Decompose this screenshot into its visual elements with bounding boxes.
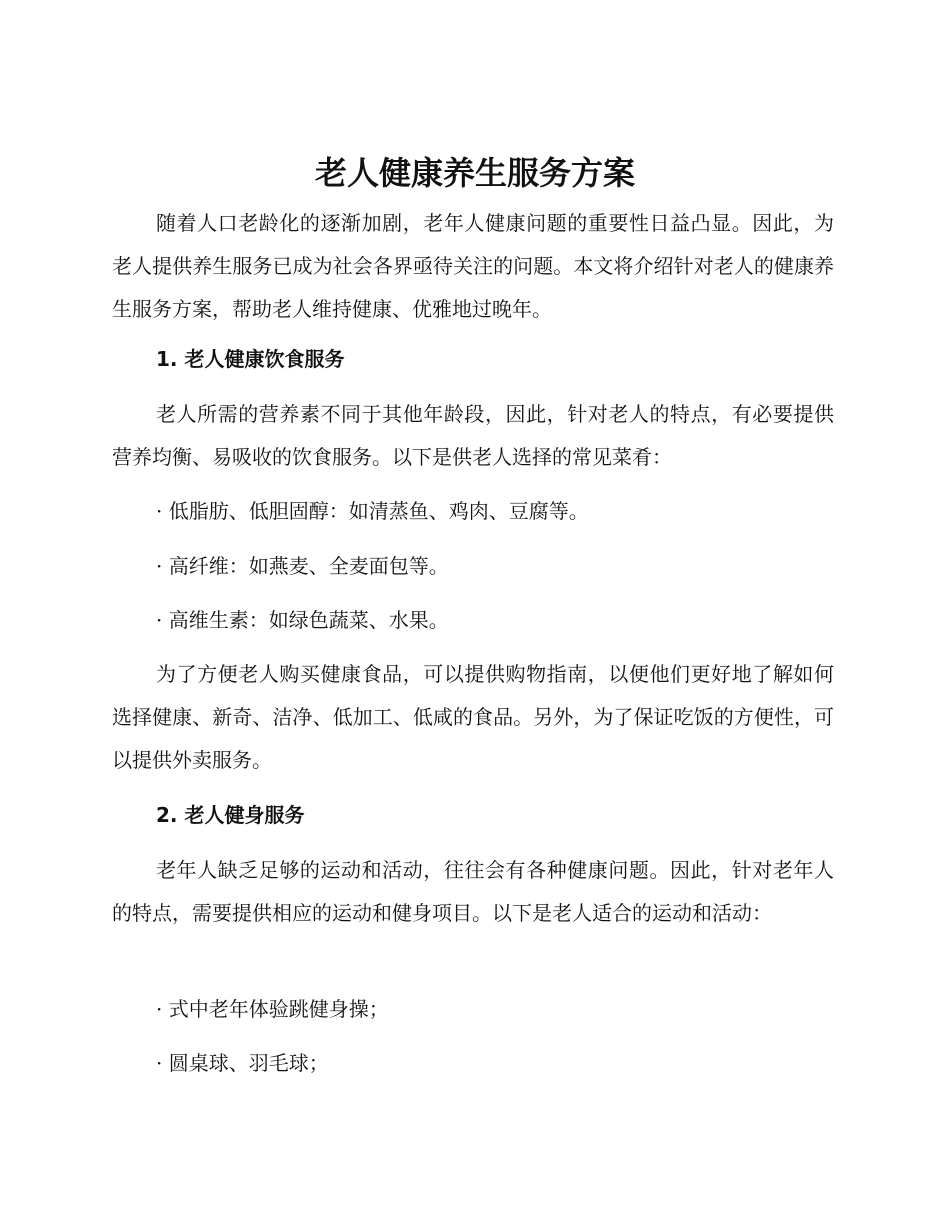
section1-paragraph-2: 为了方便老人购买健康食品，可以提供购物指南，以便他们更好地了解如何选择健康、新奇、洁净、低加工、低咸的食品。另外，为了保证吃饭的方便性，可以提供外卖服务。 — [112, 662, 834, 772]
intro-paragraph: 随着人口老龄化的逐渐加剧，老年人健康问题的重要性日益凸显。因此，为老人提供养生服务已成为社会各界亟待关注的问题。本文将介绍针对老人的健康养生服务方案，帮助老人维持健康、优雅地过晚年。 — [112, 211, 834, 321]
section2-bullet-2: · 圆桌球、羽毛球； — [156, 1051, 329, 1075]
section1-bullet-1: · 低脂肪、低胆固醇：如清蒸鱼、鸡肉、豆腐等。 — [156, 499, 589, 523]
section1-paragraph-1: 老人所需的营养素不同于其他年龄段，因此，针对老人的特点，有必要提供营养均衡、易吸收的饮食服务。以下是供老人选择的常见菜肴： — [112, 402, 834, 469]
section2-heading: 2. 老人健身服务 — [156, 803, 305, 827]
section2-bullet-1: · 式中老年体验跳健身操； — [156, 997, 389, 1021]
section1-bullet-3: · 高维生素：如绿色蔬菜、水果。 — [156, 608, 449, 632]
document-title: 老人健康养生服务方案 — [314, 154, 635, 192]
section2-paragraph-1: 老年人缺乏足够的运动和活动，往往会有各种健康问题。因此，针对老年人的特点，需要提供相应的运动和健身项目。以下是老人适合的运动和活动： — [112, 858, 834, 925]
section1-bullet-2: · 高纤维：如燕麦、全麦面包等。 — [156, 554, 449, 578]
section1-heading: 1. 老人健康饮食服务 — [156, 347, 345, 371]
